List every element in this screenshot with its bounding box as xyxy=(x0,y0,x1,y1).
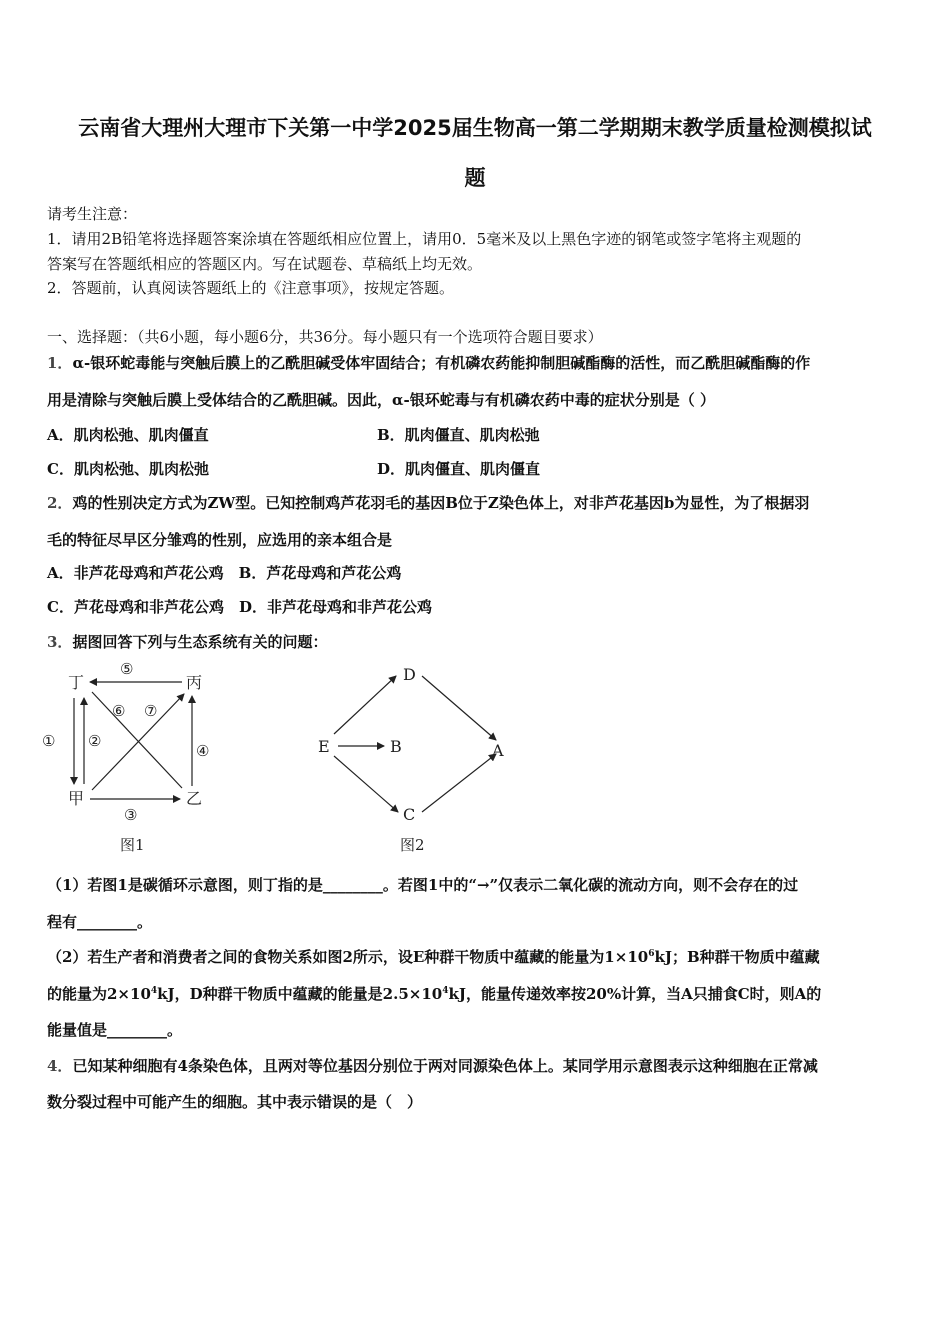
option-d: D．肌肉僵直、肌肉僵直 xyxy=(377,460,541,478)
section-heading: 一、选择题：（共6小题，每小题6分，共36分。每小题只有一个选项符合题目要求） xyxy=(47,328,603,346)
question-number: 3． xyxy=(47,633,73,651)
question-number: 1． xyxy=(47,354,73,372)
question-4-text xyxy=(47,1055,818,1076)
question-number: 4． xyxy=(47,1057,73,1075)
figure-1-diagram xyxy=(40,660,230,860)
node-bing: 丙 xyxy=(186,673,203,692)
figure-2-caption: 图2 xyxy=(400,836,425,854)
notice-item-2: 2．答题前，认真阅读答题纸上的《注意事项》，按规定答题。 xyxy=(47,279,455,297)
node-e: E xyxy=(318,737,330,756)
question-number: 2． xyxy=(47,494,73,512)
question-1-line1: α-银环蛇毒能与突触后膜上的乙酰胆碱受体牢固结合；有机磷农药能抑制胆碱酯酶的活性，而乙酰胆碱酯酶的作 xyxy=(72,354,811,372)
question-1-text-cont: 用是清除与突触后膜上受体结合的乙酰胆碱。因此，α-银环蛇毒与有机磷农药中毒的症状分别是（ ） xyxy=(47,391,715,409)
node-jia: 甲 xyxy=(68,789,85,808)
option-a: A．肌肉松弛、肌肉僵直 xyxy=(47,426,209,444)
options-a-b: A．非芦花母鸡和芦花公鸡 B．芦花母鸡和芦花公鸡 xyxy=(47,564,402,582)
question-3-line1: 据图回答下列与生态系统有关的问题： xyxy=(72,633,328,651)
page-title-continued: 题 xyxy=(464,166,486,190)
question-2-text-cont: 毛的特征尽早区分雏鸡的性别，应选用的亲本组合是 xyxy=(47,531,393,549)
arrow-ding-to-yi xyxy=(92,692,182,788)
arrow-e-to-c xyxy=(334,756,398,812)
question-2-text xyxy=(47,492,809,513)
arrow-label-2: ② xyxy=(88,732,102,750)
page-title: 云南省大理州大理市下关第一中学2025届生物高一第二学期期末教学质量检测模拟试 xyxy=(78,116,872,140)
node-ding: 丁 xyxy=(68,673,85,692)
node-yi: 乙 xyxy=(186,789,203,808)
question-3-text xyxy=(47,631,327,652)
exponent: 4 xyxy=(150,986,158,996)
arrow-label-6: ⑥ xyxy=(112,702,126,720)
notice-item-1: 1．请用2B铅笔将选择题答案涂填在答题纸相应位置上，请用0．5毫米及以上黑色字迹的钢笔或签字笔将主观题的 xyxy=(47,230,802,248)
node-d: D xyxy=(403,665,416,684)
part-2-text: 的能量为2×10 xyxy=(47,985,151,1003)
arrow-label-1: ① xyxy=(42,732,56,750)
question-4-text-cont: 数分裂过程中可能产生的细胞。其中表示错误的是（ ） xyxy=(47,1093,423,1111)
part-2-text: kJ；B种群干物质中蕴藏 xyxy=(654,948,820,966)
arrow-label-3: ③ xyxy=(124,806,138,824)
figure-2-diagram xyxy=(310,660,520,860)
option-b: B．肌肉僵直、肌肉松弛 xyxy=(377,426,540,444)
part-2-text: kJ，D种群干物质中蕴藏的能量是2.5×10 xyxy=(157,985,443,1003)
arrow-label-5: ⑤ xyxy=(120,660,134,678)
node-b: B xyxy=(390,737,402,756)
node-a: A xyxy=(492,741,504,760)
question-1-text xyxy=(47,352,810,373)
question-3-part-1: （1）若图1是碳循环示意图，则丁指的是________。若图1中的“→”仅表示二氧化碳的流动方向，则不会存在的过 xyxy=(47,876,799,894)
exponent: 4 xyxy=(442,986,449,996)
question-3-part-1-cont: 程有________。 xyxy=(47,913,153,931)
options-c-d: C．芦花母鸡和非芦花公鸡 D．非芦花母鸡和非芦花公鸡 xyxy=(47,598,432,616)
exponent: 6 xyxy=(648,949,655,959)
arrow-c-to-a xyxy=(422,754,496,812)
arrow-label-4: ④ xyxy=(196,742,210,760)
figure-1-caption: 图1 xyxy=(120,836,145,854)
arrow-e-to-d xyxy=(334,676,396,734)
question-4-line1: 已知某种细胞有4条染色体，且两对等位基因分别位于两对同源染色体上。某同学用示意图表示这种细胞在正常减 xyxy=(72,1057,818,1075)
part-2-text: （2）若生产者和消费者之间的食物关系如图2所示，设E种群干物质中蕴藏的能量为1×10 xyxy=(47,948,649,966)
option-c: C．肌肉松弛、肌肉松弛 xyxy=(47,460,209,478)
question-3-part-2-cont xyxy=(47,983,821,1004)
question-3-part-2 xyxy=(47,946,820,967)
notice-item-1-cont: 答案写在答题纸相应的答题区内。写在试题卷、草稿纸上均无效。 xyxy=(47,255,483,273)
node-c: C xyxy=(403,805,416,824)
arrow-label-7: ⑦ xyxy=(144,702,158,720)
arrow-d-to-a xyxy=(422,676,496,740)
notice-heading: 请考生注意： xyxy=(47,205,138,223)
question-2-line1: 鸡的性别决定方式为ZW型。已知控制鸡芦花羽毛的基因B位于Z染色体上，对非芦花基因b为显性，为了根据羽 xyxy=(72,494,810,512)
part-2-text: kJ，能量传递效率按20%计算，当A只捕食C时，则A的 xyxy=(448,985,822,1003)
question-3-part-2-cont2: 能量值是________。 xyxy=(47,1021,183,1039)
